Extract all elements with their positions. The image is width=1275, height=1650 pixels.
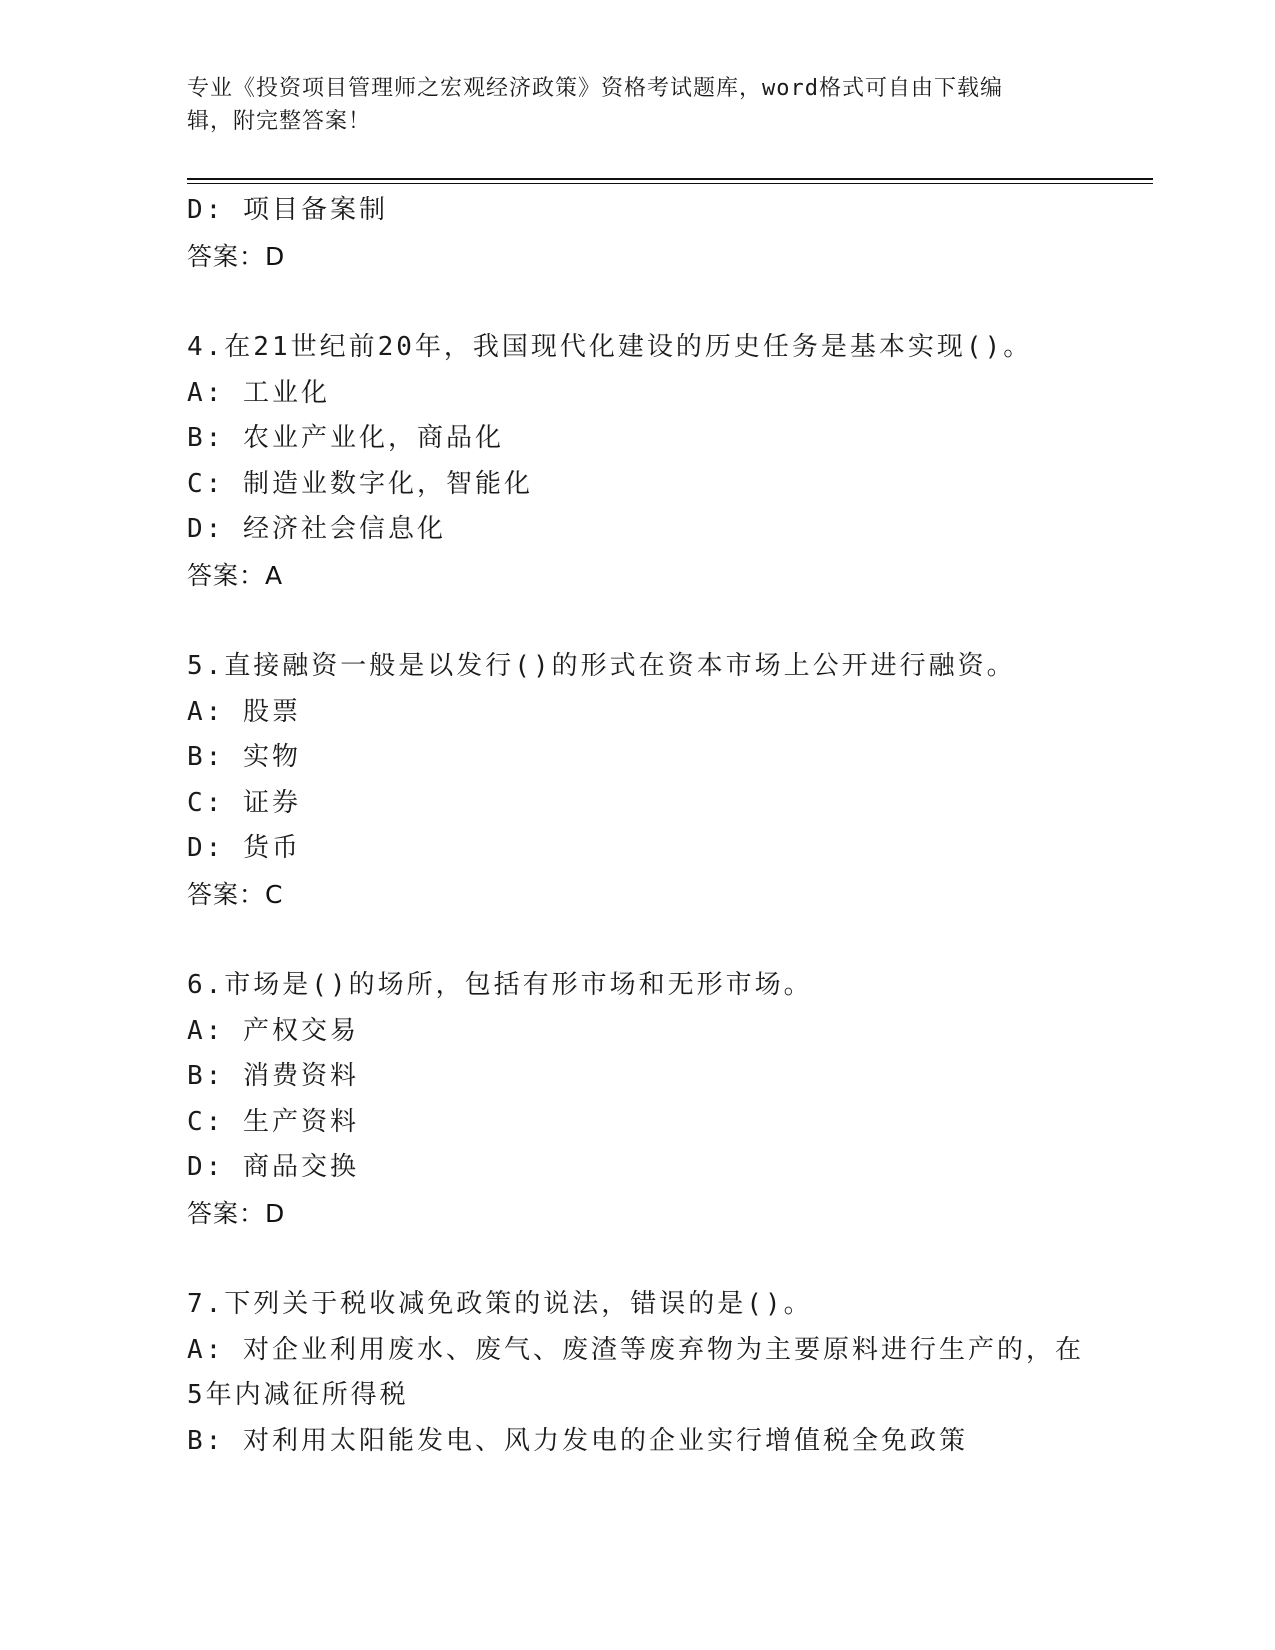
- spacer: [187, 1236, 1087, 1282]
- answer: 答案：A: [187, 560, 284, 590]
- option-a: A: 工业化: [187, 377, 330, 408]
- option-d: D: 商品交换: [187, 1152, 359, 1182]
- option-a-continued: 5年内减征所得税: [187, 1380, 409, 1410]
- header-line-2: 辑，附完整答案！: [187, 109, 372, 134]
- option-a: A: 股票: [187, 696, 301, 727]
- question-block-5: [187, 644, 1087, 917]
- option-c: C: 生产资料: [187, 1106, 359, 1137]
- question-stem: 5.直接融资一般是以发行()的形式在资本市场上公开进行融资。: [187, 651, 1016, 681]
- option-c: C: 证券: [187, 787, 301, 818]
- prev-option-d: D: 项目备案制: [187, 195, 388, 225]
- option-a: A: 对企业利用废水、废气、废渣等废弃物为主要原料进行生产的，在: [187, 1334, 1084, 1365]
- question-stem: 4.在21世纪前20年，我国现代化建设的历史任务是基本实现()。: [187, 332, 1033, 362]
- option-b: B: 实物: [187, 742, 301, 772]
- option-d: D: 经济社会信息化: [187, 514, 446, 544]
- header-rule-thin: [187, 183, 1153, 184]
- option-d: D: 货币: [187, 833, 301, 863]
- question-stem: 6.市场是()的场所，包括有形市场和无形市场。: [187, 970, 813, 1000]
- header-rule-thick: [187, 178, 1153, 180]
- option-a: A: 产权交易: [187, 1015, 359, 1046]
- question-block-6: [187, 963, 1087, 1236]
- answer: 答案：C: [187, 879, 284, 909]
- prev-answer: 答案：D: [187, 241, 286, 271]
- answer: 答案：D: [187, 1198, 286, 1228]
- spacer: [187, 279, 1087, 325]
- document-header: [187, 72, 1087, 138]
- question-stem: 7.下列关于税收减免政策的说法，错误的是()。: [187, 1289, 813, 1319]
- spacer: [187, 598, 1087, 644]
- option-b: B: 消费资料: [187, 1061, 359, 1091]
- option-b: B: 农业产业化，商品化: [187, 423, 504, 453]
- spacer: [187, 917, 1087, 963]
- question-block-7: [187, 1282, 1087, 1464]
- question-list: [187, 188, 1087, 1464]
- option-b: B: 对利用太阳能发电、风力发电的企业实行增值税全免政策: [187, 1425, 968, 1456]
- question-block-4: [187, 325, 1087, 598]
- option-c: C: 制造业数字化，智能化: [187, 468, 533, 499]
- header-line-1: 专业《投资项目管理师之宏观经济政策》资格考试题库，word格式可自由下载编: [187, 76, 1003, 101]
